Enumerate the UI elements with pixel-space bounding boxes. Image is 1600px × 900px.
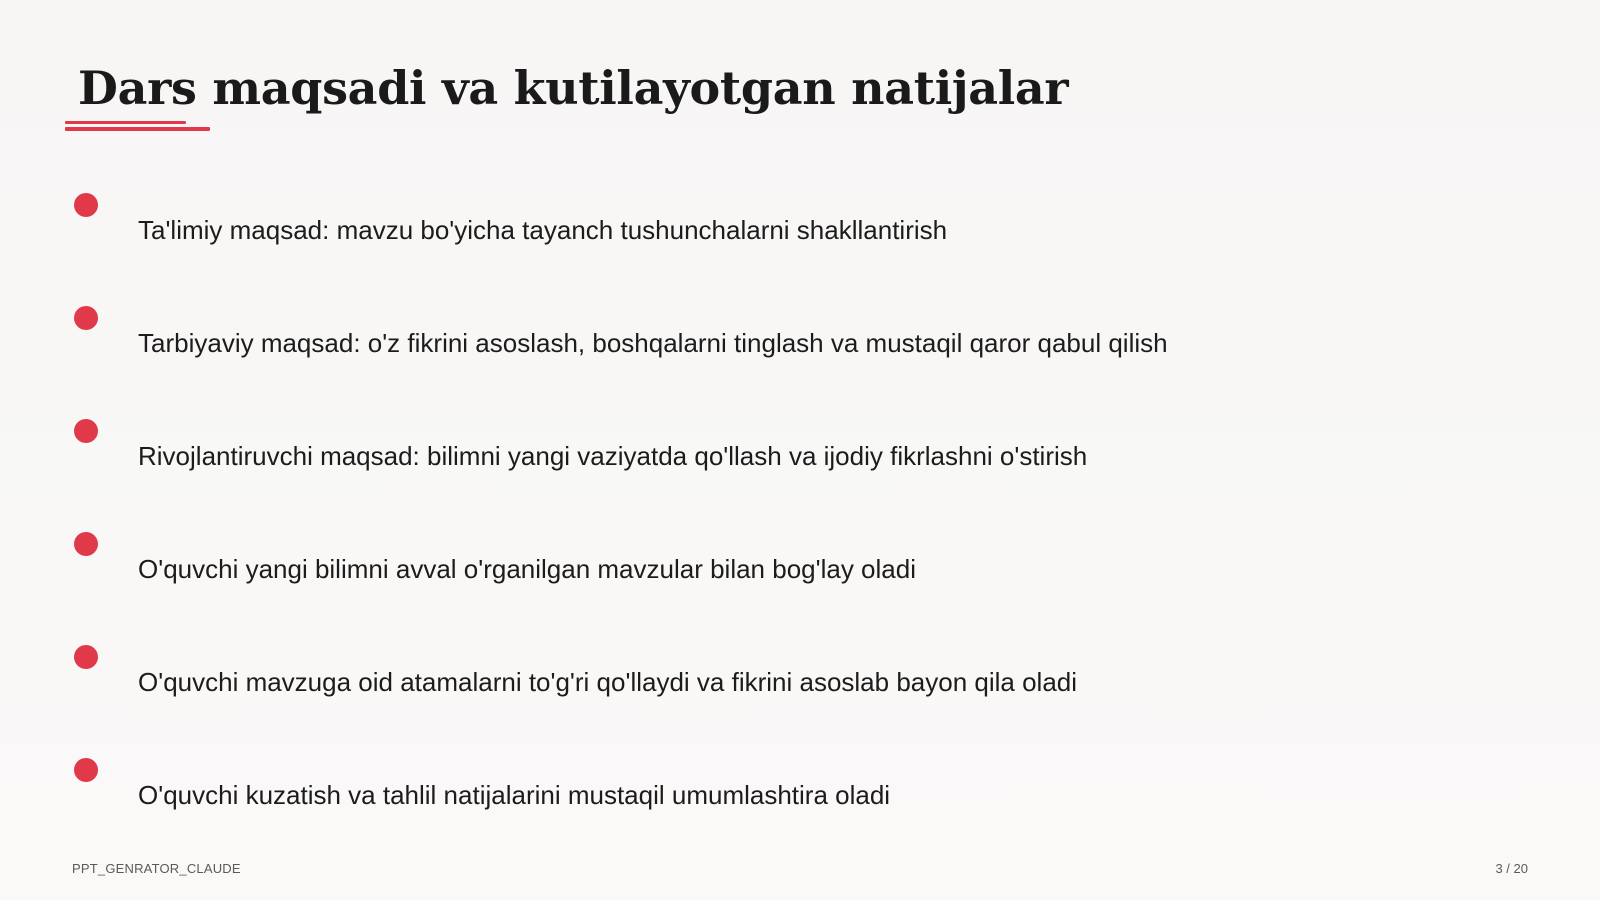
bullet-dot-icon — [74, 758, 98, 782]
bullet-dot-icon — [74, 419, 98, 443]
slide-title: Dars maqsadi va kutilayotgan natijalar — [78, 61, 1069, 115]
list-item-text: O'quvchi kuzatish va tahlil natijalarini mustaqil umumlashtira oladi — [138, 780, 891, 810]
page-number: 3 / 20 — [1495, 861, 1528, 876]
list-item-text: O'quvchi yangi bilimni avval o'rganilgan mavzular bilan bog'lay oladi — [138, 554, 916, 584]
list-item — [0, 419, 1600, 532]
footer-source-label: PPT_GENRATOR_CLAUDE — [72, 861, 241, 876]
list-item-text: Tarbiyaviy maqsad: o'z fikrini asoslash, boshqalarni tinglash va mustaqil qaror qabul qilish — [138, 328, 1168, 358]
bullet-dot-icon — [74, 193, 98, 217]
bullet-dot-icon — [74, 306, 98, 330]
list-item — [0, 532, 1600, 645]
list-item-text: Ta'limiy maqsad: mavzu bo'yicha tayanch tushunchalarni shakllantirish — [138, 215, 948, 245]
list-item — [0, 193, 1600, 306]
list-item — [0, 758, 1600, 871]
bullet-dot-icon — [74, 532, 98, 556]
list-item-text: Rivojlantiruvchi maqsad: bilimni yangi vaziyatda qo'llash va ijodiy fikrlashni o'stirish — [138, 441, 1088, 471]
list-item-text: O'quvchi mavzuga oid atamalarni to'g'ri qo'llaydi va fikrini asoslab bayon qila oladi — [138, 667, 1078, 697]
bullet-dot-icon — [74, 645, 98, 669]
list-item — [0, 306, 1600, 419]
list-item — [0, 645, 1600, 758]
